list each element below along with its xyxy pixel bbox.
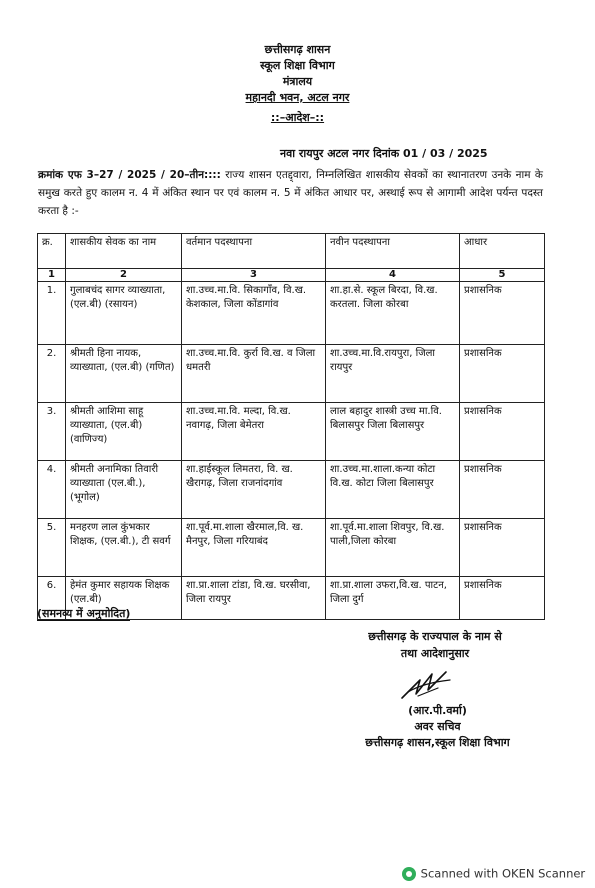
cell-sno: 3. bbox=[38, 403, 66, 461]
scanner-watermark bbox=[401, 866, 585, 882]
cell-basis: प्रशासनिक bbox=[460, 519, 545, 577]
table-row bbox=[38, 461, 545, 519]
table-header-cell: नवीन पदस्थापना bbox=[326, 234, 460, 269]
authority-block bbox=[320, 628, 550, 662]
cell-current: शा.प्रा.शाला टांडा, वि.ख. घरसीवा, जिला रायपुर bbox=[182, 577, 326, 620]
table-header-row bbox=[38, 234, 545, 269]
column-number-cell: 5 bbox=[460, 269, 545, 282]
cell-name: श्रीमती आशिमा साहू व्याख्याता, (एल.बी) (वाणिज्य) bbox=[66, 403, 182, 461]
scanner-text: Scanned with OKEN Scanner bbox=[420, 866, 586, 881]
order-body: राज्य शासन एतद्द्वारा, निम्नलिखित शासकीय सेवकों का स्थानातरण उनके नाम के समुख करते हुए कालम न. 4 में अंकित स्थान पर एवं कालम न. 5 में अंकित आधार पर, अस्थाई रूप से आगामी आदेश पर्यन्त पदस्त करता है :- bbox=[38, 169, 543, 217]
table-header-cell: वर्तमान पदस्थापना bbox=[182, 234, 326, 269]
cell-basis: प्रशासनिक bbox=[460, 282, 545, 345]
handwritten-signature bbox=[398, 666, 454, 704]
cell-sno: 1. bbox=[38, 282, 66, 345]
cell-basis: प्रशासनिक bbox=[460, 577, 545, 620]
transfer-table bbox=[37, 233, 545, 620]
signatory-designation: अवर सचिव bbox=[414, 720, 461, 733]
authority-line-2: तथा आदेशानुसार bbox=[400, 647, 470, 660]
table-row bbox=[38, 345, 545, 403]
cell-current: शा.उच्च.मा.वि. कुर्रा वि.ख. व जिला धमतरी bbox=[182, 345, 326, 403]
approval-text: (समनव्य में अनुमोदित) bbox=[37, 607, 131, 620]
cell-basis: प्रशासनिक bbox=[460, 403, 545, 461]
order-heading: ::–आदेश–:: bbox=[270, 111, 325, 124]
transfer-table-body bbox=[38, 234, 545, 620]
cell-name: श्रीमती अनामिका तिवारी व्याख्याता (एल.बी.), (भूगोल) bbox=[66, 461, 182, 519]
cell-new: शा.उच्च.मा.वि.रायपुरा, जिला रायपुर bbox=[326, 345, 460, 403]
office-address: महानदी भवन, अटल नगर bbox=[245, 91, 350, 104]
approval-note bbox=[37, 606, 130, 621]
cell-name: हेमंत कुमार सहायक शिक्षक (एल.बी) bbox=[66, 577, 182, 620]
signatory-block bbox=[330, 703, 545, 751]
cell-basis: प्रशासनिक bbox=[460, 345, 545, 403]
cell-new: शा.उच्च.मा.शाला.कन्या कोटा वि.ख. कोटा जिला बिलासपुर bbox=[326, 461, 460, 519]
cell-new: शा.हा.से. स्कूल बिरदा, वि.ख. करतला. जिला कोरबा bbox=[326, 282, 460, 345]
cell-sno: 2. bbox=[38, 345, 66, 403]
cell-new: शा.पूर्व.मा.शाला शिवपुर, वि.ख. पाली,जिला कोरबा bbox=[326, 519, 460, 577]
cell-basis: प्रशासनिक bbox=[460, 461, 545, 519]
oken-logo-icon bbox=[401, 866, 417, 882]
column-number-cell: 4 bbox=[326, 269, 460, 282]
cell-sno: 6. bbox=[38, 577, 66, 620]
place-date-line: नवा रायपुर अटल नगर दिनांक 01 / 03 / 2025 bbox=[280, 147, 488, 160]
authority-line-1: छत्तीसगढ़ के राज्यपाल के नाम से bbox=[368, 630, 502, 643]
cell-name: मनहरण लाल कुंभकार शिक्षक, (एल.बी.), टी सवर्ग bbox=[66, 519, 182, 577]
table-row bbox=[38, 282, 545, 345]
cell-current: शा.पूर्व.मा.शाला खैरमाल,वि. ख. मैनपुर, जिला गरियाबंद bbox=[182, 519, 326, 577]
column-number-cell: 2 bbox=[66, 269, 182, 282]
signatory-name: (आर.पी.वर्मा) bbox=[408, 704, 467, 717]
table-header-cell: क्र. bbox=[38, 234, 66, 269]
cell-new: शा.प्रा.शाला उफरा,वि.ख. पाटन, जिला दुर्ग bbox=[326, 577, 460, 620]
table-row bbox=[38, 403, 545, 461]
signatory-department: छत्तीसगढ़ शासन,स्कूल शिक्षा विभाग bbox=[365, 736, 510, 749]
govt-name: छत्तीसगढ़ शासन bbox=[264, 43, 331, 56]
cell-name: गुलाबचंद सागर व्याख्याता, (एल.बी) (रसायन) bbox=[66, 282, 182, 345]
cell-sno: 5. bbox=[38, 519, 66, 577]
cell-current: शा.उच्च.मा.वि. मल्दा, वि.ख. नवागढ़, जिला बेमेतरा bbox=[182, 403, 326, 461]
column-number-cell: 3 bbox=[182, 269, 326, 282]
table-row bbox=[38, 519, 545, 577]
cell-new: लाल बहादुर शास्त्री उच्च मा.वि. बिलासपुर जिला बिलासपुर bbox=[326, 403, 460, 461]
table-header-cell: आधार bbox=[460, 234, 545, 269]
order-number: क्रमांक एफ 3–27 / 2025 / 20–तीन:::: bbox=[38, 169, 221, 181]
table-header-cell: शासकीय सेवक का नाम bbox=[66, 234, 182, 269]
cell-name: श्रीमती हिना नायक, व्याख्याता, (एल.बी) (गणित) bbox=[66, 345, 182, 403]
column-number-cell: 1 bbox=[38, 269, 66, 282]
cell-current: शा.हाईस्कूल लिमतरा, वि. ख. खैरागढ़, जिला राजनांदगांव bbox=[182, 461, 326, 519]
order-paragraph bbox=[38, 166, 543, 220]
cell-current: शा.उच्च.मा.वि. सिकागाँव, वि.ख. केशकाल, जिला कोंडागांव bbox=[182, 282, 326, 345]
column-number-row bbox=[38, 269, 545, 282]
ministry-name: मंत्रालय bbox=[282, 75, 313, 88]
cell-sno: 4. bbox=[38, 461, 66, 519]
department-name: स्कूल शिक्षा विभाग bbox=[260, 59, 335, 72]
